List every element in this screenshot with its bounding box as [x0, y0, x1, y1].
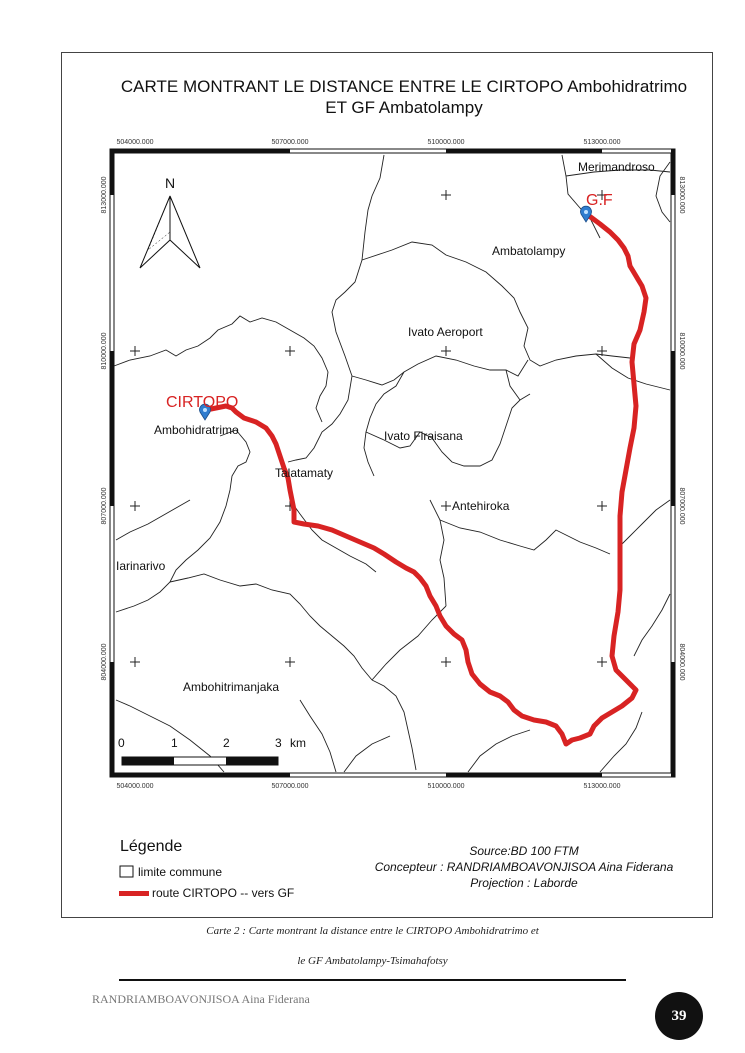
x-tick-top: 507000.000: [271, 139, 309, 146]
place-label: Iarinarivo: [116, 559, 166, 573]
border-segment: [671, 149, 675, 195]
cirtopo-label: CIRTOPO: [166, 394, 239, 411]
scale-segment: [122, 757, 174, 765]
x-tick-bottom: 507000.000: [271, 783, 309, 790]
y-tick-left: 804000.000: [101, 643, 108, 681]
legend-boundary-label: limite commune: [138, 865, 223, 879]
gf-label: G.F: [586, 192, 613, 209]
border-segment: [671, 351, 675, 506]
place-label: Antehiroka: [452, 499, 510, 513]
scale-label: 3: [275, 736, 282, 750]
legend-route-label: route CIRTOPO -- vers GF: [152, 886, 295, 900]
map-title-line1: CARTE MONTRANT LE DISTANCE ENTRE LE CIRTOPO Ambohidratrimo: [120, 77, 688, 96]
y-tick-right: 804000.000: [678, 643, 685, 681]
x-tick-bottom: 510000.000: [427, 783, 465, 790]
place-label: Merimandroso: [578, 160, 655, 174]
x-tick-top: 510000.000: [427, 139, 465, 146]
border-segment: [446, 149, 602, 153]
y-tick-right: 807000.000: [678, 487, 685, 525]
credit-author: Concepteur : RANDRIAMBOAVONJISOA Aina Fiderana: [374, 860, 674, 874]
legend-title: Légende: [120, 838, 183, 855]
x-tick-bottom: 513000.000: [583, 783, 621, 790]
place-label: Ivato Aeroport: [408, 325, 483, 339]
page-number-badge: 39: [655, 992, 703, 1040]
legend-boundary-swatch: [120, 866, 133, 877]
border-segment: [110, 149, 290, 153]
place-label: Ivato Firaisana: [384, 429, 463, 443]
scale-label: 0: [118, 736, 125, 750]
credit-projection: Projection : Laborde: [470, 876, 578, 890]
border-segment: [110, 351, 114, 506]
y-tick-right: 813000.000: [678, 176, 685, 214]
footer-author: RANDRIAMBOAVONJISOA Aina Fiderana: [92, 992, 310, 1006]
border-segment: [671, 662, 675, 777]
map-title-line2: ET GF Ambatolampy: [325, 98, 483, 117]
map-credits: [375, 844, 674, 890]
y-tick-right: 810000.000: [678, 332, 685, 370]
figure-caption-line2: le GF Ambatolampy-Tsimahafotsy: [297, 955, 448, 967]
legend: [119, 838, 294, 900]
place-label: Ambohitrimanjaka: [183, 680, 280, 694]
pin-dot: [584, 210, 588, 214]
place-label: Talatamaty: [275, 466, 334, 480]
x-tick-top: 513000.000: [583, 139, 621, 146]
border-segment: [110, 662, 114, 777]
credit-source: Source:BD 100 FTM: [469, 844, 579, 858]
border-segment: [446, 773, 602, 777]
scale-segment: [226, 757, 278, 765]
border-segment: [110, 149, 114, 195]
scale-label: km: [290, 736, 306, 750]
scale-label: 1: [171, 736, 178, 750]
north-label: N: [164, 175, 176, 191]
y-tick-left: 813000.000: [101, 176, 108, 214]
scale-label: 2: [223, 736, 230, 750]
x-tick-top: 504000.000: [116, 139, 154, 146]
x-tick-bottom: 504000.000: [116, 783, 154, 790]
footer-divider: [119, 979, 626, 981]
legend-route-swatch: [119, 891, 149, 896]
border-segment: [110, 773, 290, 777]
y-tick-left: 810000.000: [101, 332, 108, 370]
figure-caption-line1: Carte 2 : Carte montrant la distance entre le CIRTOPO Ambohidratrimo et: [206, 925, 539, 937]
place-label: Ambohidratrimo: [154, 423, 239, 437]
y-tick-left: 807000.000: [101, 487, 108, 525]
place-label: Ambatolampy: [492, 244, 566, 258]
